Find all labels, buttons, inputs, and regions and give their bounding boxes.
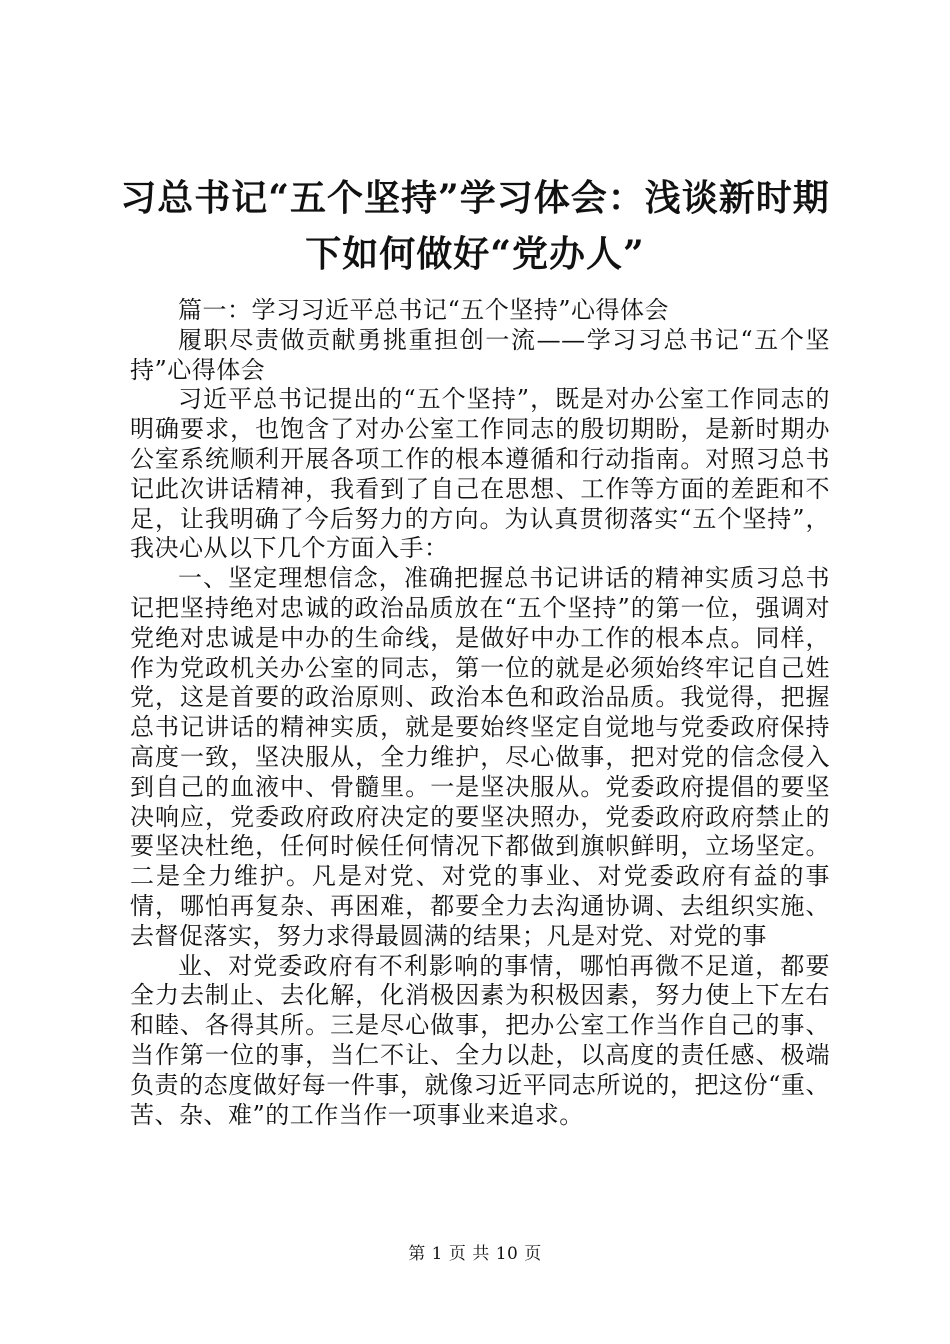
paragraph-point-one: 一、坚定理想信念，准确把握总书记讲话的精神实质习总书记把坚持绝对忠诚的政治品质放在“五个坚持”的第一位，强调对党绝对忠诚是中办的生命线，是做好中办工作的根本点。同样，作为党政机关办公室的同志，第一位的就是必须始终牢记自己姓党，这是首要的政治原则、政治本色和政治品质。我觉得，把握总书记讲话的精神实质，就是要始终坚定自觉地与党委政府保持高度一致，坚决服从，全力维护，尽心做事，把对党的信念侵入到自己的血液中、骨髓里。一是坚决服从。党委政府提倡的要坚决响应，党委政府政府决定的要坚决照办，党委政府政府禁止的要坚决杜绝，任何时候任何情况下都做到旗帜鲜明，立场坚定。二是全力维护。凡是对党、对党的事业、对党委政府有益的事情，哪怕再复杂、再困难，都要全力去沟通协调、去组织实施、去督促落实，努力求得最圆满的结果；凡是对党、对党的事 (130, 564, 830, 950)
document-title (110, 170, 840, 282)
paragraph-continuation: 业、对党委政府有不利影响的事情，哪怕再微不足道，都要全力去制止、去化解，化消极因素为积极因素，努力使上下左右和睦、各得其所。三是尽心做事，把办公室工作当作自己的事、当作第一位的事，当仁不让、全力以赴，以高度的责任感、极端负责的态度做好每一件事，就像习近平同志所说的，把这份“重、苦、杂、难”的工作当作一项事业来追求。 (130, 951, 830, 1129)
paragraph-intro: 习近平总书记提出的“五个坚持”，既是对办公室工作同志的明确要求，也饱含了对办公室工作同志的殷切期盼，是新时期办公室系统顺利开展各项工作的根本遵循和行动指南。对照习总书记此次讲话精神，我看到了自己在思想、工作等方面的差距和不足，让我明确了今后努力的方向。为认真贯彻落实“五个坚持”，我决心从以下几个方面入手： (130, 385, 830, 563)
title-line-2: 下如何做好“党办人” (305, 233, 645, 275)
document-body (130, 296, 830, 1130)
page-number-footer: 第 1 页 共 10 页 (408, 1244, 542, 1264)
title-line-1: 习总书记“五个坚持”学习体会：浅谈新时期 (120, 177, 830, 219)
paragraph-subtitle: 履职尽责做贡献勇挑重担创一流——学习习总书记“五个坚持”心得体会 (130, 325, 830, 384)
paragraph-section-heading: 篇一：学习习近平总书记“五个坚持”心得体会 (178, 296, 670, 324)
